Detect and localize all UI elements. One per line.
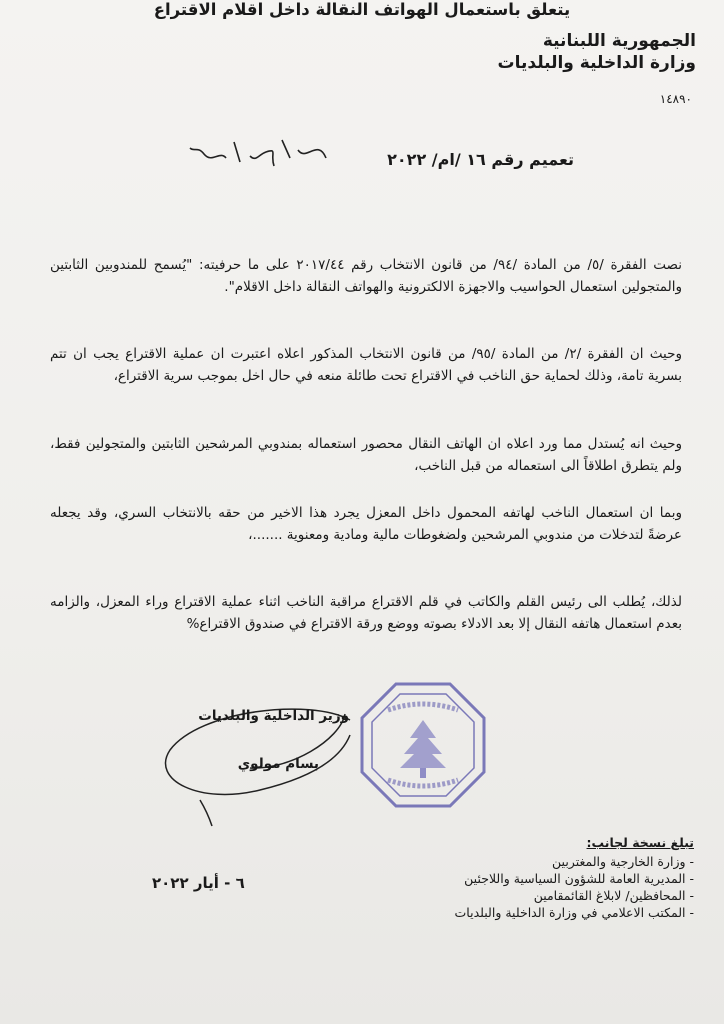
signatory-name: بسام مولوي	[237, 756, 319, 772]
issue-date: ٦ - أيار ٢٠٢٢	[152, 874, 245, 892]
paragraph-5: لذلك، يُطلب الى رئيس القلم والكاتب في قلم الاقتراع مراقبة الناخب اثناء عملية الاقتراع وراء المعزل، والزامه بعدم استعمال هاتفه النقال إلا بعد الادلاء بصوته ووضع ورقة الاقتراع في صندوق الاقتراع%	[50, 594, 682, 632]
paragraph-2: وحيث ان الفقرة /٢/ من المادة /٩٥/ من قانون الانتخاب المذكور اعلاه اعتبرت ان عملية الاقتراع يجب ان تتم بسرية تامة، وذلك لحماية حق الناخب في الاقتراع تحت طائلة منعه في حال اخل بموجب سرية الاقتراع،	[50, 346, 682, 384]
paragraph-3: وحيث انه يُستدل مما ورد اعلاه ان الهاتف النقال محصور استعماله بمندوبي المرشحين الثابتين والمتجولين فقط، ولم يتطرق اطلاقاً الى استعماله من قبل الناخب،	[50, 436, 682, 474]
list-item: - المديرية العامة للشؤون السياسية واللاجئين	[464, 871, 694, 886]
circular-label: تعميم رقم ١٦ /ام/ ٢٠٢٢	[387, 150, 574, 169]
letterhead	[498, 30, 696, 74]
paragraph-1: نصت الفقرة /٥/ من المادة /٩٤/ من قانون الانتخاب رقم ٢٠١٧/٤٤ على ما حرفيته: "يُسمح للمندوبين الثابتين والمتجولين استعمال الحواسيب والاجهزة الالكترونية والهواتف النقالة داخل الاقلام".	[50, 257, 682, 295]
letterhead-ministry: وزارة الداخلية والبلديات	[497, 53, 696, 73]
handwritten-number-icon	[186, 128, 336, 176]
reference-number: ١٤٨٩٠	[659, 92, 692, 106]
signatory-title: وزير الداخلية والبلديات	[198, 708, 349, 724]
letterhead-republic: الجمهورية اللبنانية	[542, 31, 696, 51]
copies-title: تبلغ نسخة لجانب:	[586, 835, 694, 850]
copies-list	[455, 853, 694, 921]
list-item: - وزارة الخارجية والمغتربين	[552, 854, 694, 869]
list-item: - المحافظين/ لابلاغ القائمقامين	[533, 888, 694, 903]
paragraph-4: وبما ان استعمال الناخب لهاتفه المحمول داخل المعزل يجرد هذا الاخير من حقه بالانتخاب السري، وقد يجعله عرضةً لتدخلات من مندوبي المرشحين ولضغوطات مالية ومادية ومعنوية .......،	[50, 505, 682, 543]
ministry-stamp-icon	[358, 680, 488, 810]
circular-subject: يتعلق باستعمال الهواتف النقالة داخل اقلام الاقتراع	[153, 0, 571, 19]
list-item: - المكتب الاعلامي في وزارة الداخلية والبلديات	[454, 905, 694, 920]
signature-scribble-icon	[140, 680, 390, 830]
